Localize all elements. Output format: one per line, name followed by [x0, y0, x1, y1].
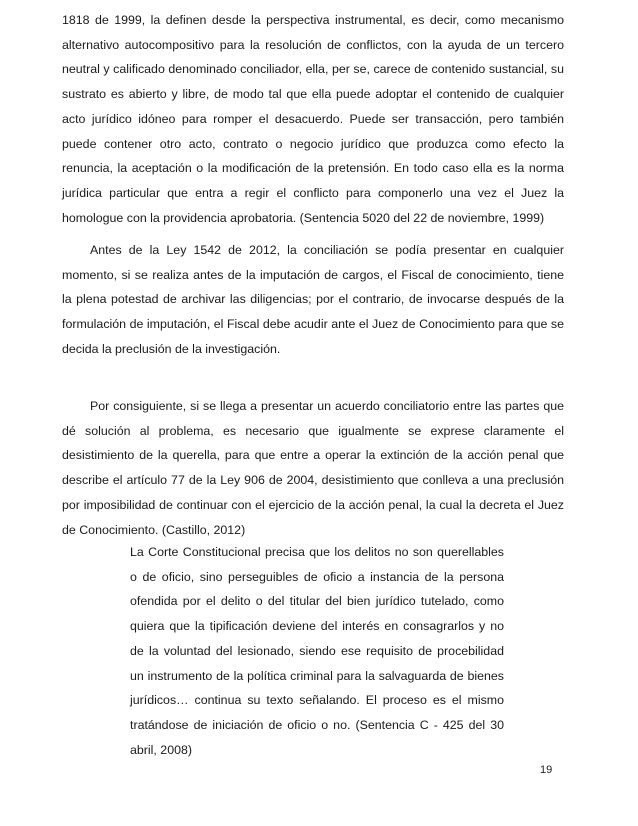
paragraph-3: Por consiguiente, si se llega a presentar un acuerdo conciliatorio entre las partes que dé solución al problema, es necesario que igualmente se exprese claramente el desistimiento de la querella, para que entre a operar la extinción de la acción penal que describe el artículo 77 de la Ley 906 de 2004, desistimiento que conlleva a una preclusión por imposibilidad de continuar con el ejercicio de la acción penal, la cual la decreta el Juez de Conocimiento. (Castillo, 2012)	[62, 399, 564, 537]
page-number: 19	[540, 764, 553, 776]
paragraph-1: 1818 de 1999, la definen desde la perspectiva instrumental, es decir, como mecanismo alternativo autocompositivo para la resolución de conflictos, con la ayuda de un tercero neutral y calificado denominado conciliador, ella, per se, carece de contenido sustancial, su sustrato es abierto y libre, de modo tal que ella puede adoptar el contenido de cualquier acto jurídico idóneo para romper el desacuerdo. Puede ser transacción, pero también puede contener otro acto, contrato o negocio jurídico que produzca como efecto la renuncia, la aceptación o la modificación de la pretensión. En todo caso ella es la norma jurídica particular que entra a regir el conflicto para componerlo una vez el Juez la homologue con la providencia aprobatoria. (Sentencia 5020 del 22 de noviembre, 1999)	[62, 13, 564, 225]
paragraph-2: Antes de la Ley 1542 de 2012, la conciliación se podía presentar en cualquier momento, si se realiza antes de la imputación de cargos, el Fiscal de conocimiento, tiene la plena potestad de archivar las diligencias; por el contrario, de invocarse después de la formulación de imputación, el Fiscal debe acudir ante el Juez de Conocimiento para que se decida la preclusión de la investigación.	[62, 243, 564, 356]
block-quote: La Corte Constitucional precisa que los delitos no son querellables o de oficio, sino perseguibles de oficio a instancia de la persona ofendida por el delito o del titular del bien jurídico tutelado, como quiera que la tipificación deviene del interés en consagrarlos y no de la voluntad del lesionado, siendo ese requisito de procebilidad un instrumento de la política criminal para la salvaguarda de bienes jurídicos… continua su texto señalando. El proceso es el mismo tratándose de iniciación de oficio o no. (Sentencia C - 425 del 30 abril, 2008)	[130, 545, 504, 757]
